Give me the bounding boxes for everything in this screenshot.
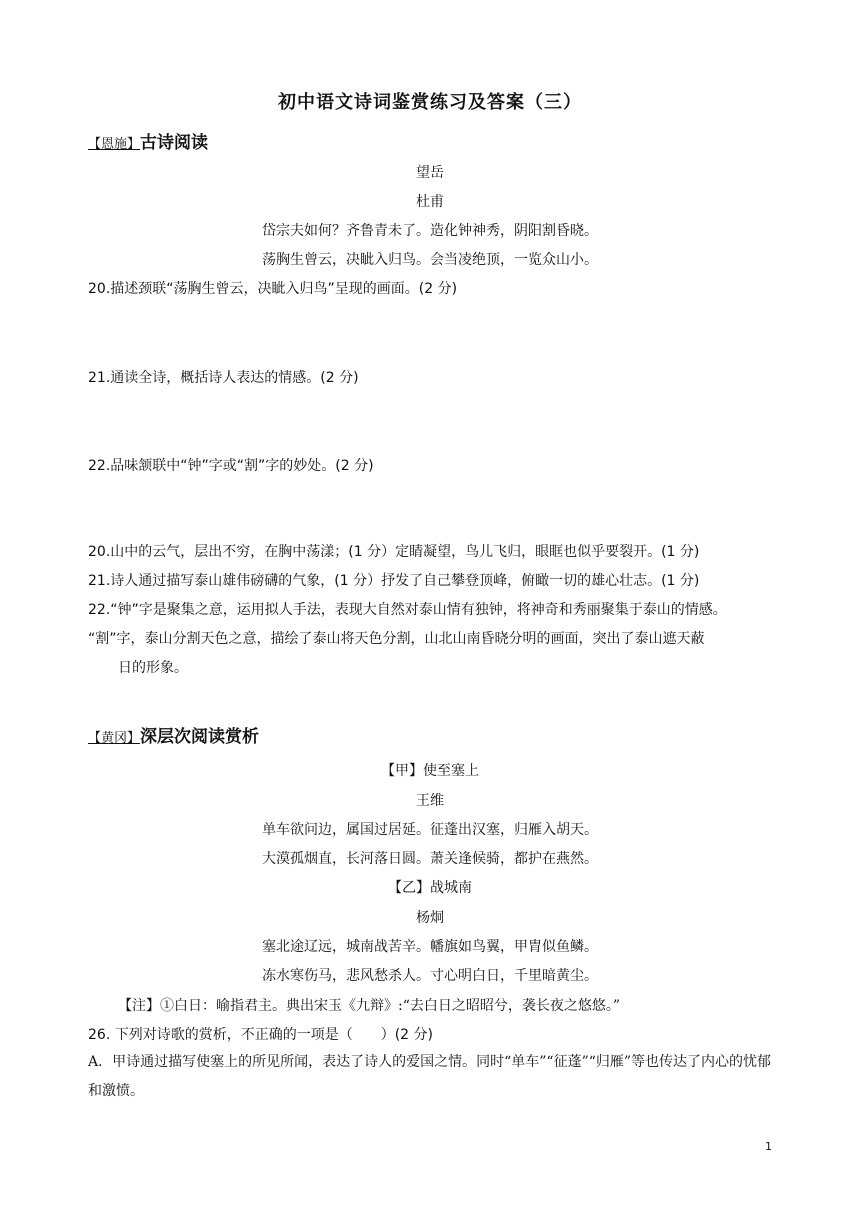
section-heading-enshi <box>88 128 208 153</box>
section-tag: 【黄冈】 <box>88 731 141 746</box>
poem-line: 单车欲问边，属国过居延。征蓬出汉塞，归雁入胡天。 <box>262 822 598 838</box>
section-title: 深层次阅读赏析 <box>140 727 260 747</box>
section-heading-huanggang <box>88 722 259 747</box>
poem-line: 岱宗夫如何？齐鲁青未了。造化钟神秀，阴阳割昏晓。 <box>262 223 598 239</box>
question-20: 20.描述颈联“荡胸生曾云，决眦入归鸟”呈现的画面。(2 分) <box>88 281 458 297</box>
answers-block <box>88 538 778 683</box>
poem-author: 杜甫 <box>416 194 444 210</box>
option-a: A．甲诗通过描写使塞上的所见所闻，表达了诗人的爱国之情。同时“单车”“征蓬”“归雁”等也传达了内心的忧郁和激愤。 <box>88 1054 772 1099</box>
poem-a-author: 王维 <box>416 793 444 809</box>
poem-b-author: 杨炯 <box>416 910 444 926</box>
page-title: 初中语文诗词鉴赏练习及答案（三） <box>278 92 582 113</box>
poem-title: 望岳 <box>416 165 444 181</box>
answer-22-cont: 日的形象。 <box>118 660 188 676</box>
poem-b-title: 【乙】战城南 <box>388 880 472 896</box>
poem-line: 荡胸生曾云，决眦入归鸟。会当凌绝顶，一览众山小。 <box>262 252 598 268</box>
poem-line: 大漠孤烟直，长河落日圆。萧关逢候骑，都护在燕然。 <box>262 851 598 867</box>
poem-line: 塞北途辽远，城南战苦辛。幡旗如鸟翼，甲胄似鱼鳞。 <box>262 939 598 955</box>
answer-20: 20.山中的云气，层出不穷，在胸中荡漾；(1 分）定睛凝望，鸟儿飞归，眼眶也似乎要裂开。(1 分) <box>88 544 700 560</box>
answer-22-cont: “割”字，泰山分割天色之意，描绘了泰山将天色分割，山北山南昏晓分明的画面，突出了泰山遮天蔽 <box>88 631 705 647</box>
poem-a-title: 【甲】使至塞上 <box>381 763 479 779</box>
question-26: 26. 下列对诗歌的赏析，不正确的一项是（ ）(2 分) <box>88 1027 433 1043</box>
answer-22: 22.“钟”字是聚集之意，运用拟人手法，表现大自然对泰山情有独钟，将神奇和秀丽聚集于泰山的情感。 <box>88 602 727 618</box>
question-21: 21.通读全诗，概括诗人表达的情感。(2 分) <box>88 370 359 386</box>
section-tag: 【恩施】 <box>88 137 141 152</box>
section-title: 古诗阅读 <box>140 133 209 153</box>
annotation-note: 【注】①白日：喻指君主。典出宋玉《九辩》:“去白日之昭昭兮，袭长夜之悠悠。” <box>118 998 621 1014</box>
page-number: 1 <box>765 1140 772 1153</box>
question-22: 22.品味颔联中“钟”字或“割”字的妙处。(2 分) <box>88 458 374 474</box>
poem-line: 冻水寒伤马，悲风愁杀人。寸心明白日，千里暗黄尘。 <box>262 968 598 984</box>
answer-21: 21.诗人通过描写泰山雄伟磅礴的气象，(1 分）抒发了自己攀登顶峰，俯瞰一切的雄心壮志。(1 分) <box>88 573 700 589</box>
